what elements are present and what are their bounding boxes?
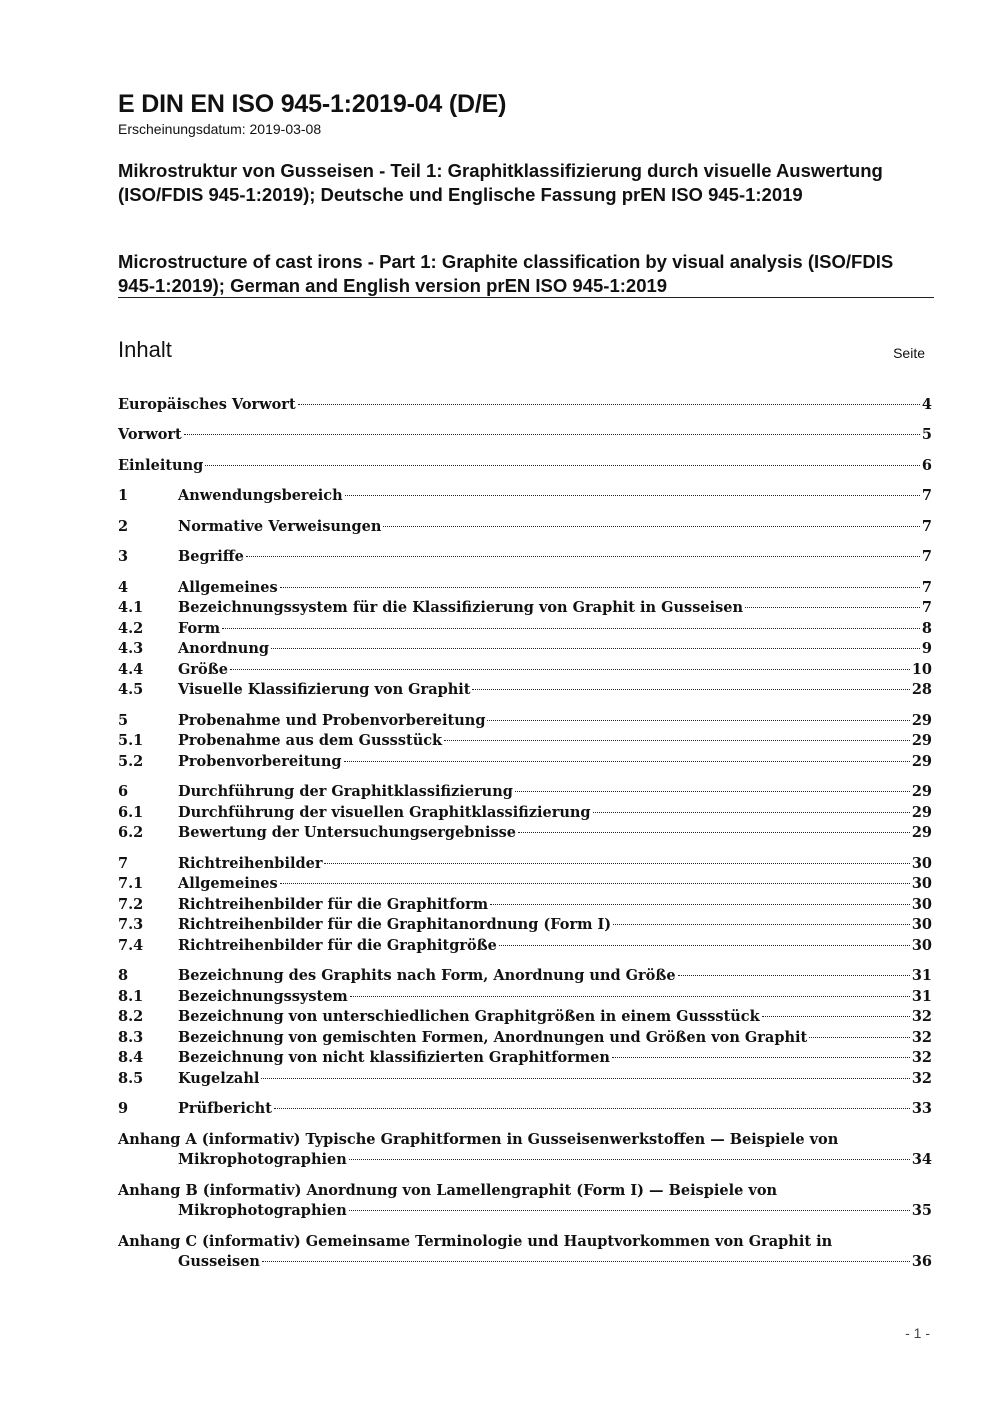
toc-entry-line — [118, 578, 932, 598]
toc-entry-line — [118, 517, 932, 537]
toc-annex-title-cont: Gusseisen — [178, 1253, 260, 1270]
toc-dot-leader — [324, 863, 909, 864]
toc-entry-number: 6 — [118, 783, 129, 800]
toc-annex-page: 34 — [911, 1151, 932, 1168]
toc-entry-number: 8.3 — [118, 1029, 144, 1046]
toc-entry — [118, 874, 932, 894]
toc-entry-title: Einleitung — [118, 457, 204, 474]
toc-entry-page: 6 — [921, 457, 932, 474]
toc-dot-leader — [487, 720, 909, 721]
toc-entry-number: 4.2 — [118, 620, 144, 637]
toc-dot-leader — [518, 832, 910, 833]
toc-annex-title: Anhang C (informativ) Gemeinsame Terminologie und Hauptvorkommen von Graphit in — [118, 1233, 833, 1250]
title-german: Mikrostruktur von Gusseisen - Teil 1: Graphitklassifizierung durch visuelle Auswertung (ISO/FDIS 945-1:2019); Deutsche und Englische Fassung prEN ISO 945-1:2019 — [118, 160, 883, 205]
toc-entry-line — [118, 895, 932, 915]
toc-entry — [118, 782, 932, 802]
toc-entry-line — [118, 752, 932, 772]
toc-annex-line1 — [118, 1181, 932, 1201]
toc-entry-number: 5.2 — [118, 753, 144, 770]
toc-entry — [118, 547, 932, 567]
toc-entry — [118, 1069, 932, 1089]
toc-entry-page: 7 — [921, 599, 932, 616]
toc-dot-leader — [205, 465, 920, 466]
toc-dot-leader — [490, 904, 910, 905]
toc-entry-page: 32 — [911, 1029, 932, 1046]
toc-entry-number: 4.1 — [118, 599, 144, 616]
toc-dot-leader — [280, 883, 910, 884]
toc-entry-number: 4.4 — [118, 661, 144, 678]
toc-dot-leader — [262, 1261, 910, 1262]
toc-entry-line — [118, 803, 932, 823]
toc-entry-page: 30 — [911, 875, 932, 892]
toc-entry-page: 31 — [911, 988, 932, 1005]
toc-entry-page: 4 — [921, 396, 932, 413]
toc-annex-title: Anhang A (informativ) Typische Graphitformen in Gusseisenwerkstoffen — Beispiele von — [118, 1131, 839, 1148]
toc-entry-number: 2 — [118, 518, 129, 535]
toc-entry-title: Form — [178, 620, 221, 637]
toc-entry-line — [118, 874, 932, 894]
toc-dot-leader — [612, 1057, 910, 1058]
toc-entry-page: 7 — [921, 487, 932, 504]
toc-entry-line — [118, 1069, 932, 1089]
toc-entry-page: 8 — [921, 620, 932, 637]
toc-entry-page: 33 — [911, 1100, 932, 1117]
toc-dot-leader — [745, 607, 920, 608]
toc-entry-line — [118, 639, 932, 659]
toc-entry-title: Europäisches Vorwort — [118, 396, 296, 413]
toc-entry-number: 8.1 — [118, 988, 144, 1005]
toc-page-column-label: Seite — [893, 345, 925, 361]
toc-entry — [118, 752, 932, 772]
toc-entry-title: Richtreihenbilder für die Graphitanordnung (Form I) — [178, 916, 612, 933]
toc-annex-line1 — [118, 1130, 932, 1150]
toc-entry-line — [118, 987, 932, 1007]
toc-entry-line — [118, 966, 932, 986]
toc-entry-number: 8.5 — [118, 1070, 144, 1087]
toc-entry-number: 6.2 — [118, 824, 144, 841]
toc-entry-title: Durchführung der visuellen Graphitklassifizierung — [178, 804, 591, 821]
toc-entry-title: Bezeichnung des Graphits nach Form, Anordnung und Größe — [178, 967, 676, 984]
toc-entry-number: 4.5 — [118, 681, 144, 698]
toc-entry-number: 4.3 — [118, 640, 144, 657]
toc-entry-title: Anordnung — [178, 640, 270, 657]
toc-entry-number: 4 — [118, 579, 129, 596]
toc-entry — [118, 639, 932, 659]
toc-entry — [118, 854, 932, 874]
toc-entry-number: 7.2 — [118, 896, 144, 913]
toc-dot-leader — [230, 669, 910, 670]
toc-entry-page: 7 — [921, 579, 932, 596]
toc-entry-page: 29 — [911, 732, 932, 749]
toc-entry-line — [118, 854, 932, 874]
toc-entry — [118, 1028, 932, 1048]
toc-entry-line — [118, 395, 932, 415]
toc-dot-leader — [298, 404, 920, 405]
toc-entry-line — [118, 619, 932, 639]
toc-dot-leader — [613, 924, 910, 925]
toc-annex-entry — [118, 1232, 932, 1272]
toc-entry — [118, 803, 932, 823]
toc-entry-title: Richtreihenbilder für die Graphitform — [178, 896, 489, 913]
toc-entry — [118, 680, 932, 700]
toc-entry-page: 29 — [911, 712, 932, 729]
toc-dot-leader — [349, 1159, 910, 1160]
toc-entry — [118, 1007, 932, 1027]
toc-dot-leader — [261, 1078, 909, 1079]
toc-entry-number: 8.2 — [118, 1008, 144, 1025]
toc-entry — [118, 711, 932, 731]
toc-entry-number: 6.1 — [118, 804, 144, 821]
toc-entry-line — [118, 598, 932, 618]
publication-date: Erscheinungsdatum: 2019-03-08 — [118, 121, 322, 137]
toc-dot-leader — [593, 812, 910, 813]
toc-entry — [118, 987, 932, 1007]
toc-entry-page: 29 — [911, 783, 932, 800]
toc-entry-line — [118, 456, 932, 476]
toc-annex-line2 — [118, 1252, 932, 1272]
toc-entry-page: 30 — [911, 855, 932, 872]
toc-entry-line — [118, 1048, 932, 1068]
toc-entry-number: 8.4 — [118, 1049, 144, 1066]
toc-entry-page: 30 — [911, 937, 932, 954]
toc-entry — [118, 619, 932, 639]
toc-dot-leader — [444, 740, 910, 741]
toc-entry-line — [118, 711, 932, 731]
toc-dot-leader — [499, 945, 910, 946]
toc-entry-page: 29 — [911, 753, 932, 770]
toc-entry-title: Bezeichnung von gemischten Formen, Anordnungen und Größen von Graphit — [178, 1029, 808, 1046]
toc-entry-number: 9 — [118, 1100, 129, 1117]
toc-entry-page: 10 — [911, 661, 932, 678]
toc-entry-number: 7.1 — [118, 875, 144, 892]
toc-entry-line — [118, 1028, 932, 1048]
document-id: E DIN EN ISO 945-1:2019-04 (D/E) — [118, 90, 507, 118]
toc-dot-leader — [344, 761, 910, 762]
toc-entry-line — [118, 680, 932, 700]
toc-annex-line2 — [118, 1150, 932, 1170]
toc-dot-leader — [349, 1210, 910, 1211]
toc-entry-page: 30 — [911, 916, 932, 933]
toc-entry-number: 8 — [118, 967, 129, 984]
toc-entry-page: 5 — [921, 426, 932, 443]
page-number: - 1 - — [905, 1325, 930, 1341]
toc-annex-line1 — [118, 1232, 932, 1252]
toc-annex-title-cont: Mikrophotographien — [178, 1202, 347, 1219]
toc-entry-title: Größe — [178, 661, 228, 678]
toc-entry — [118, 486, 932, 506]
toc-entry-title: Vorwort — [118, 426, 182, 443]
toc-dot-leader — [762, 1016, 910, 1017]
toc-entry-title: Bezeichnungssystem — [178, 988, 348, 1005]
toc-entry-title: Bezeichnungssystem für die Klassifizierung von Graphit in Gusseisen — [178, 599, 744, 616]
toc-entry-title: Visuelle Klassifizierung von Graphit — [178, 681, 471, 698]
toc-entry-title: Allgemeines — [178, 579, 278, 596]
toc-entry-title: Durchführung der Graphitklassifizierung — [178, 783, 513, 800]
toc-entry-page: 29 — [911, 804, 932, 821]
toc-entry — [118, 915, 932, 935]
toc-entry-page: 29 — [911, 824, 932, 841]
toc-entry-line — [118, 1099, 932, 1119]
toc-annex-page: 35 — [911, 1202, 932, 1219]
toc-entry-line — [118, 425, 932, 445]
toc-entry-title: Begriffe — [178, 548, 244, 565]
toc-entry-title: Bezeichnung von unterschiedlichen Graphitgrößen in einem Gussstück — [178, 1008, 760, 1025]
toc-entry-number: 1 — [118, 487, 129, 504]
toc-entry — [118, 395, 932, 415]
toc-entry-title: Anwendungsbereich — [178, 487, 343, 504]
toc-entry-page: 28 — [911, 681, 932, 698]
toc-entry-line — [118, 782, 932, 802]
toc-entry-line — [118, 936, 932, 956]
toc-entry-line — [118, 660, 932, 680]
toc-entry-title: Normative Verweisungen — [178, 518, 382, 535]
toc-entry-page: 9 — [921, 640, 932, 657]
toc-entry-page: 7 — [921, 518, 932, 535]
toc-entry-line — [118, 731, 932, 751]
toc-entry-title: Kugelzahl — [178, 1070, 260, 1087]
toc-entry-line — [118, 1007, 932, 1027]
toc-entry — [118, 823, 932, 843]
toc-entry — [118, 1099, 932, 1119]
toc-dot-leader — [184, 434, 920, 435]
toc-annex-entry — [118, 1130, 932, 1170]
toc-entry — [118, 598, 932, 618]
toc-dot-leader — [515, 791, 910, 792]
toc-entry — [118, 966, 932, 986]
toc-dot-leader — [274, 1108, 910, 1109]
toc-entry-number: 7.4 — [118, 937, 144, 954]
toc-entry-number: 7 — [118, 855, 129, 872]
toc-dot-leader — [222, 628, 920, 629]
toc-entry-number: 5 — [118, 712, 129, 729]
toc-entry-title: Richtreihenbilder für die Graphitgröße — [178, 937, 497, 954]
toc-dot-leader — [472, 689, 909, 690]
toc-dot-leader — [809, 1037, 910, 1038]
toc-dot-leader — [271, 648, 920, 649]
toc-entry-line — [118, 486, 932, 506]
toc-dot-leader — [350, 996, 910, 997]
toc-annex-title: Anhang B (informativ) Anordnung von Lamellengraphit (Form I) — Beispiele von — [118, 1182, 778, 1199]
toc-entry-number: 5.1 — [118, 732, 144, 749]
toc-entry-title: Probenahme und Probenvorbereitung — [178, 712, 486, 729]
toc-entry-page: 7 — [921, 548, 932, 565]
toc-entry-number: 3 — [118, 548, 129, 565]
toc-entry — [118, 660, 932, 680]
toc-entry-title: Bezeichnung von nicht klassifizierten Graphitformen — [178, 1049, 610, 1066]
toc-entry-title: Richtreihenbilder — [178, 855, 323, 872]
toc-entry — [118, 731, 932, 751]
toc-entry-page: 32 — [911, 1008, 932, 1025]
toc-entry-page: 30 — [911, 896, 932, 913]
toc-annex-title-cont: Mikrophotographien — [178, 1151, 347, 1168]
toc-entry-page: 31 — [911, 967, 932, 984]
toc-entry — [118, 578, 932, 598]
toc-entry — [118, 895, 932, 915]
toc-dot-leader — [383, 526, 920, 527]
toc-entry-line — [118, 547, 932, 567]
toc-entry-number: 7.3 — [118, 916, 144, 933]
toc-dot-leader — [678, 975, 910, 976]
toc-entry-title: Bewertung der Untersuchungsergebnisse — [178, 824, 517, 841]
toc-dot-leader — [246, 556, 920, 557]
toc-entry-title: Prüfbericht — [178, 1100, 272, 1117]
toc-entry-title: Probenvorbereitung — [178, 753, 342, 770]
toc-dot-leader — [345, 495, 920, 496]
toc-entry-page: 32 — [911, 1070, 932, 1087]
toc-entry — [118, 456, 932, 476]
toc-heading: Inhalt — [118, 337, 172, 362]
toc-entry — [118, 517, 932, 537]
toc-annex-page: 36 — [911, 1253, 932, 1270]
toc-entry — [118, 425, 932, 445]
toc-annex-entry — [118, 1181, 932, 1221]
toc-entry-line — [118, 823, 932, 843]
toc-entry-title: Allgemeines — [178, 875, 278, 892]
toc-annex-line2 — [118, 1201, 932, 1221]
toc-entry-page: 32 — [911, 1049, 932, 1066]
toc-entry-title: Probenahme aus dem Gussstück — [178, 732, 443, 749]
toc-entry — [118, 1048, 932, 1068]
toc-entry — [118, 936, 932, 956]
toc-entry-line — [118, 915, 932, 935]
toc-dot-leader — [280, 587, 920, 588]
title-english: Microstructure of cast irons - Part 1: Graphite classification by visual analysis (ISO/FDIS 945-1:2019); German and English version prEN ISO 945-1:2019 — [118, 251, 894, 296]
